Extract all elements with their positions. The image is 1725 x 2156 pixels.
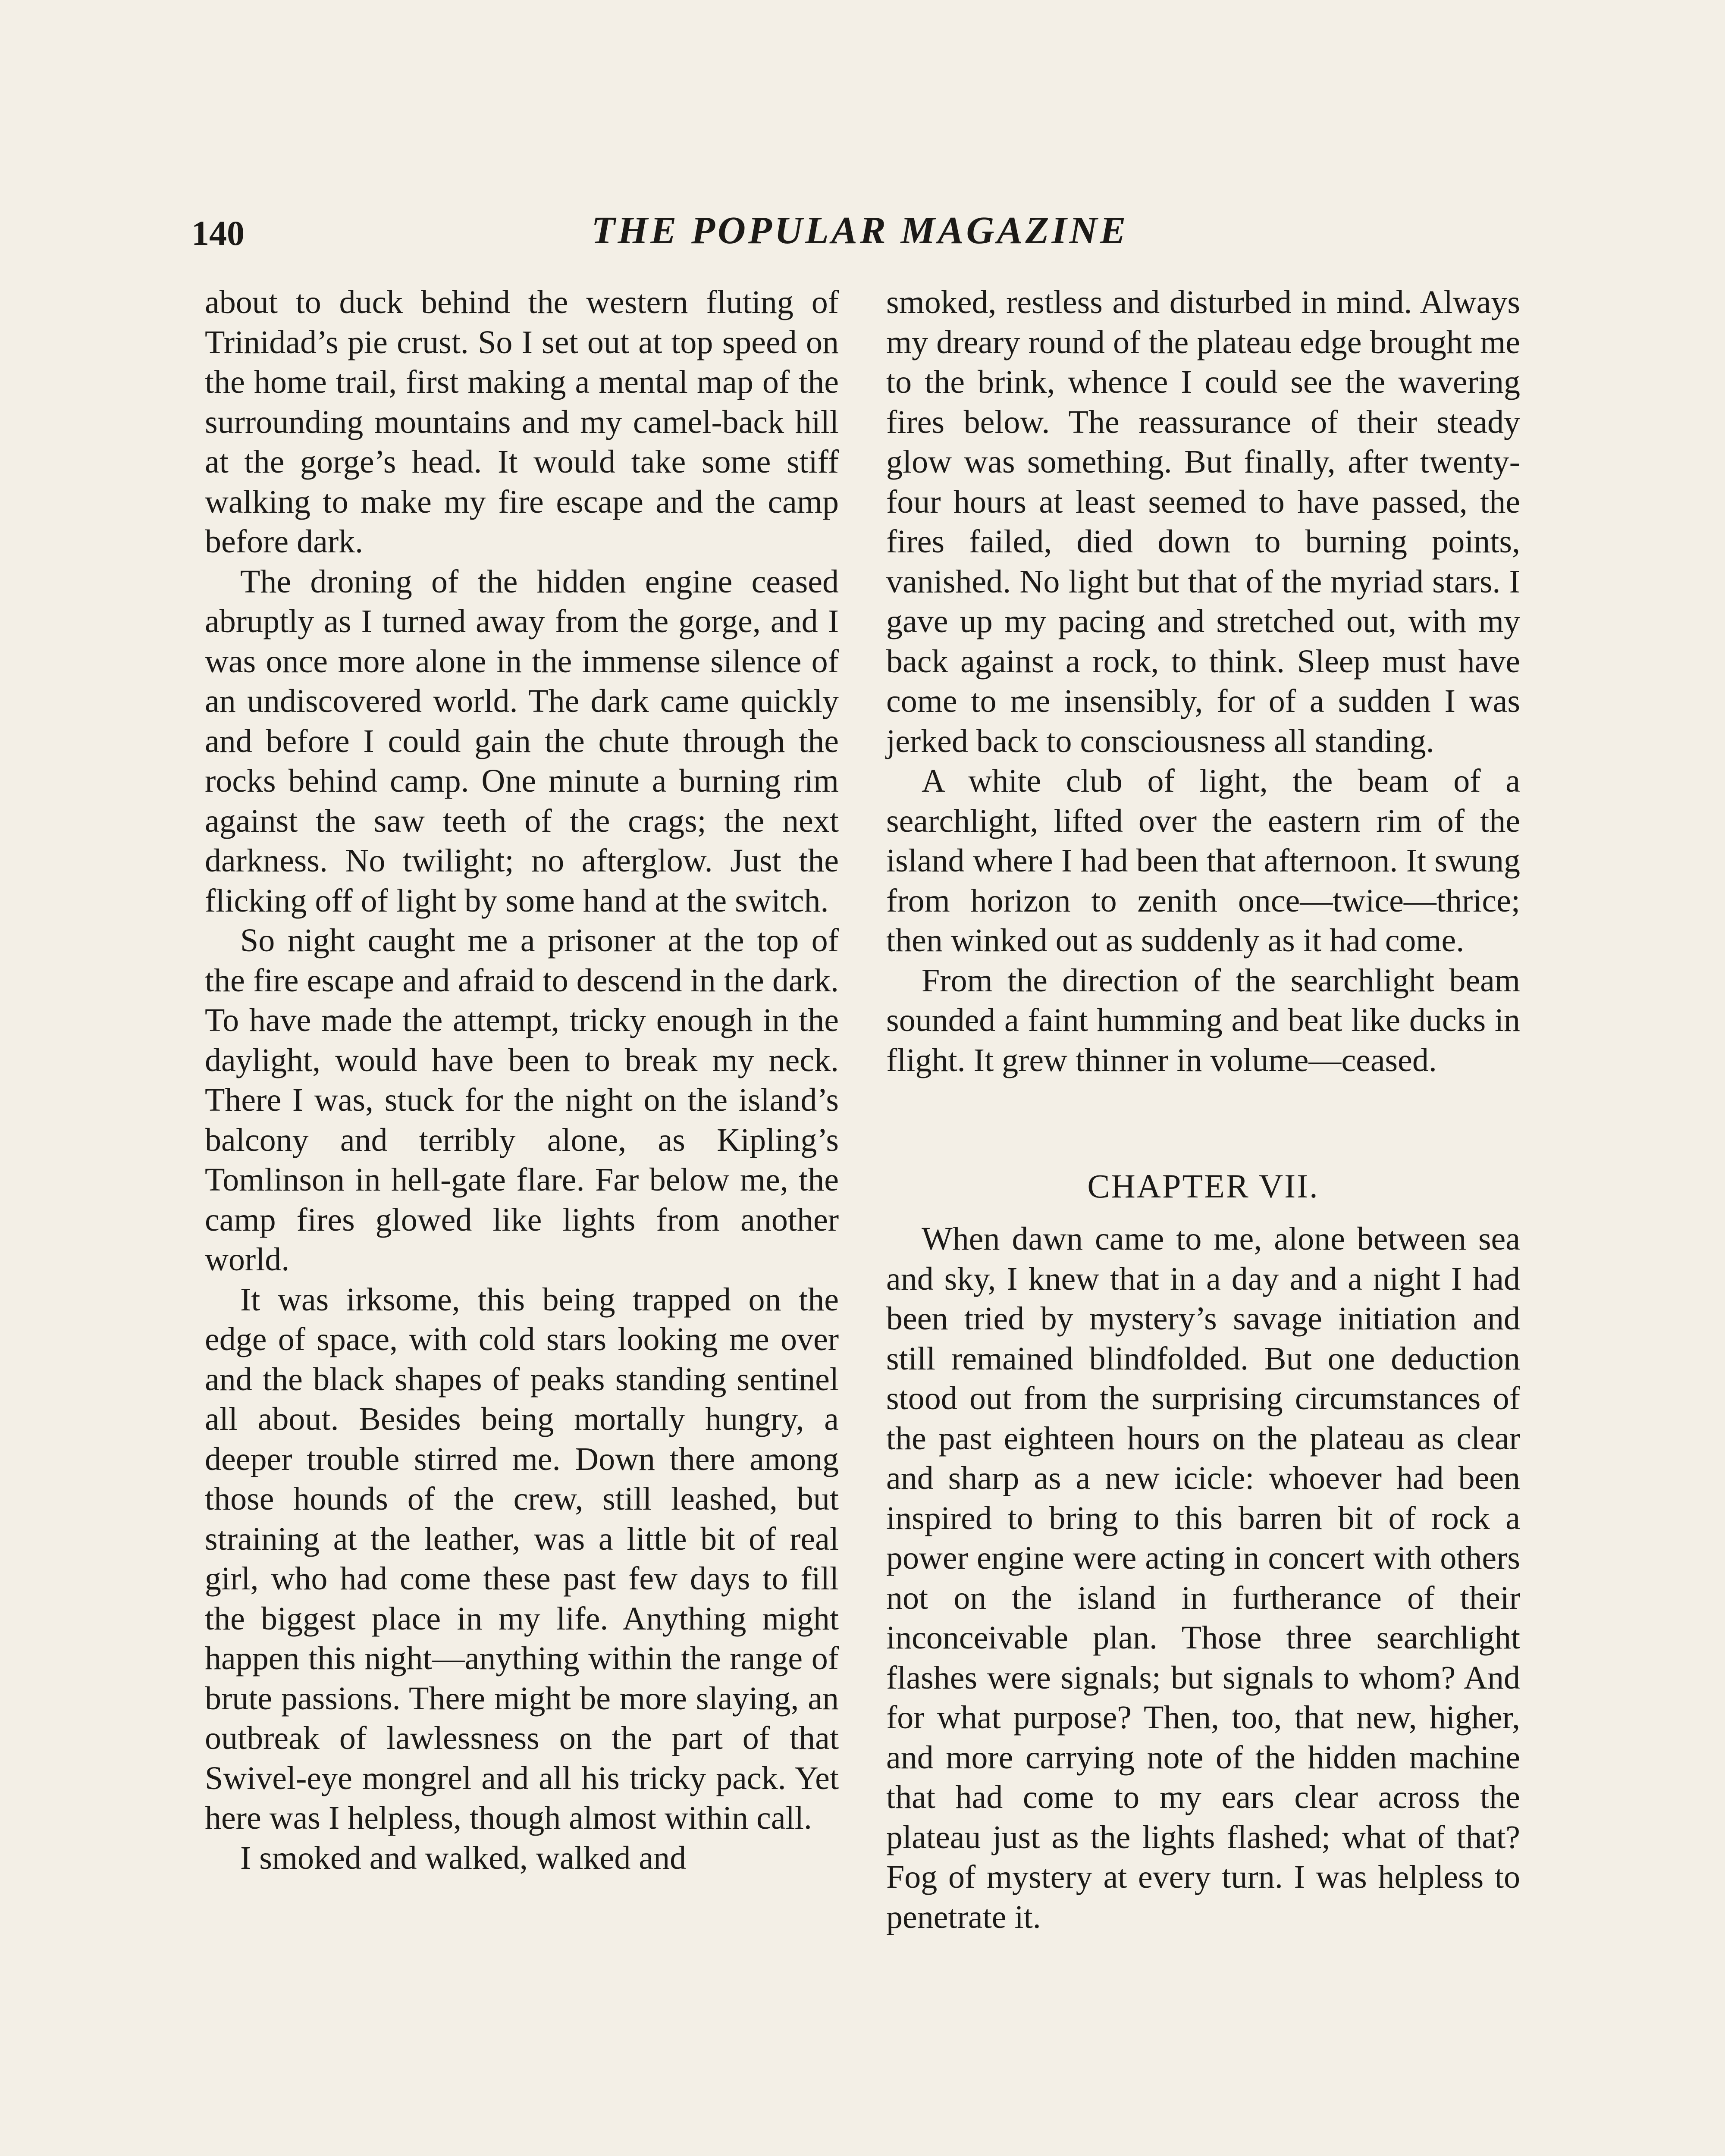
chapter-heading: CHAPTER VII. [1087,1167,1319,1205]
paragraph: smoked, restless and disturbed in mind. Always my dreary round of the plateau edge brought me to the brink, whence I could see the wavering fires below. The reassurance of their steady glow was something. But finally, after twenty-four hours at least seemed to have passed, the fires failed, died down to burning points, vanished. No light but that of the myriad stars. I gave up my pacing and stretched out, with my back against a rock, to think. Sleep must have come to me insensibly, for of a sudden I was jerked back to consciousness all standing. [886,284,1520,759]
right-column [886,282,1520,1937]
paragraph: So night caught me a prisoner at the top of the fire escape and afraid to descend in the dark. To have made the attempt, tricky enough in the daylight, would have been to break my neck. There I was, stuck for the night on the island’s balcony and terribly alone, as Kipling’s Tomlinson in hell-gate flare. Far below me, the camp fires glowed like lights from another world. [205,922,839,1278]
paragraph: When dawn came to me, alone between sea and sky, I knew that in a day and a night I had been tried by mystery’s savage initiation and still remained blindfolded. But one deduction stood out from the surprising circumstances of the past eighteen hours on the plateau as clear and sharp as a new icicle: whoever had been inspired to bring to this barren bit of rock a power engine were acting in concert with others not on the island in furtherance of their inconceivable plan. Those three searchlight flashes were signals; but signals to whom? And for what purpose? Then, too, that new, higher, and more carrying note of the hidden machine that had come to my ears clear across the plateau just as the lights flashed; what of that? Fog of mystery at every turn. I was helpless to penetrate it. [886,1221,1520,1935]
paragraph: It was irksome, this being trapped on the edge of space, with cold stars looking me over and the black shapes of peaks standing sentinel all about. Besides being mortally hungry, a deeper trouble stirred me. Down there among those hounds of the crew, still leashed, but straining at the leather, was a little bit of real girl, who had come these past few days to fill the biggest place in my life. Anything might happen this night—anything within the range of brute passions. There might be more slaying, an outbreak of lawlessness on the part of that Swivel-eye mongrel and all his tricky pack. Yet here was I helpless, though almost within call. [205,1281,839,1836]
left-column [205,282,839,1878]
running-title: THE POPULAR MAGAZINE [591,209,1129,252]
paragraph: The droning of the hidden engine ceased abruptly as I turned away from the gorge, and I was once more alone in the immense silence of an undiscovered world. The dark came quickly and before I could gain the chute through the rocks behind camp. One minute a burning rim against the saw teeth of the crags; the next darkness. No twilight; no afterglow. Just the flicking off of light by some hand at the switch. [205,563,839,919]
page-header [191,203,1528,267]
paragraph: A white club of light, the beam of a searchlight, lifted over the eastern rim of the island where I had been that afternoon. It swung from horizon to zenith once—twice—thrice; then winked out as suddenly as it had come. [886,763,1520,959]
page-number: 140 [191,213,245,253]
paragraph: about to duck behind the western fluting of Trinidad’s pie crust. So I set out at top speed on the home trail, first making a mental map of the surrounding mountains and my camel-back hill at the gorge’s head. It would take some stiff walking to make my fire escape and the camp before dark. [205,284,839,560]
paragraph: From the direction of the searchlight beam sounded a faint humming and beat like ducks in flight. It grew thinner in volume—ceased. [886,962,1520,1078]
paragraph: I smoked and walked, walked and [240,1839,687,1876]
